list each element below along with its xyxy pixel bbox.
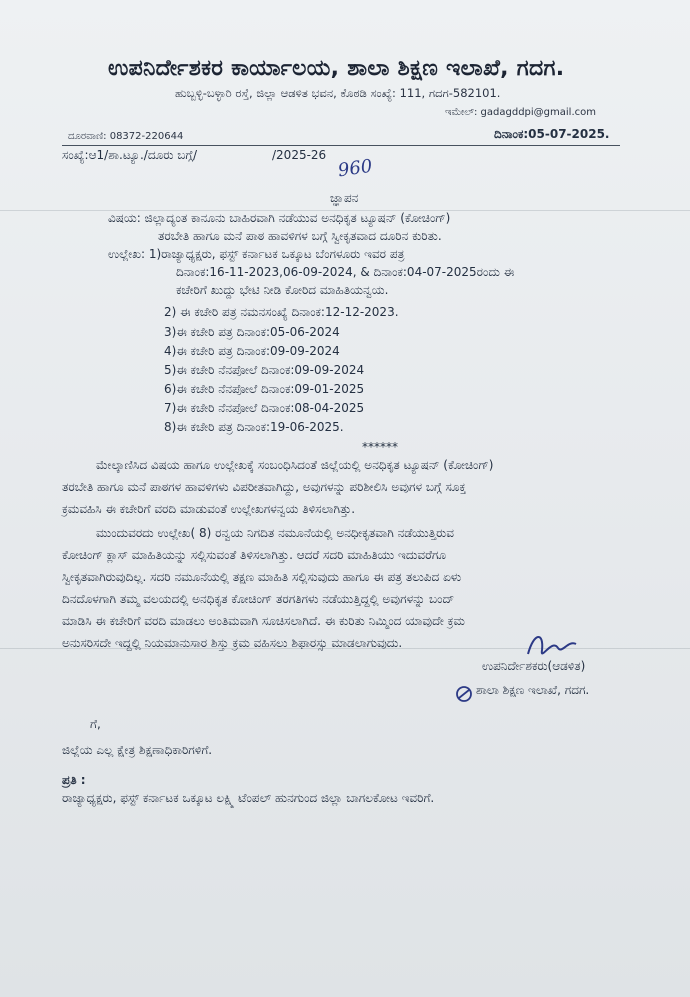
- to-label: ಗೆ,: [90, 717, 101, 731]
- copy-to: ರಾಜ್ಯಾಧ್ಯಕ್ಷರು, ಫಸ್ಟ್ ಕರ್ನಾಟಕ ಒಕ್ಕೂಟ ಲಕ್ಷ್ಮಿ ಟೆಂಪಲ್ ಹುನಗುಂದ ಜಿಲ್ಲಾ ಬಾಗಲಕೋಟ ಇವರಿಗೆ.: [62, 791, 435, 805]
- reference-line: ಉಲ್ಲೇಖ: 1)ರಾಜ್ಯಾಧ್ಯಕ್ಷರು, ಫಸ್ಟ್ ಕರ್ನಾಟಕ ಒಕ್ಕೂಟ ಬೆಂಗಳೂರು ಇವರ ಪತ್ರ: [108, 247, 405, 261]
- letterhead-title: ಉಪನಿರ್ದೇಶಕರ ಕಾರ್ಯಾಲಯ, ಶಾಲಾ ಶಿಕ್ಷಣ ಇಲಾಖೆ, ಗದಗ.: [108, 56, 565, 81]
- body-line: ಕೋಚಿಂಗ್ ಕ್ಲಾಸ್ ಮಾಹಿತಿಯನ್ನು ಸಲ್ಲಿಸುವಂತೆ ತಿಳಿಸಲಾಗಿತ್ತು. ಆದರೆ ಸದರಿ ಮಾಹಿತಿಯು ಇದುವರೆಗೂ: [62, 548, 447, 562]
- reference-item: 3)ಈ ಕಚೇರಿ ಪತ್ರ ದಿನಾಂಕ:05-06-2024: [164, 325, 340, 339]
- body-line: ಮಾಡಿಸಿ ಈ ಕಚೇರಿಗೆ ವರದಿ ಮಾಡಲು ಅಂತಿಮವಾಗಿ ಸೂಚಿಸಲಾಗಿದೆ. ಈ ಕುರಿತು ನಿಮ್ಮಿಂದ ಯಾವುದೇ ಕ್ರಮ: [62, 614, 465, 628]
- reference-item: 4)ಈ ಕಚೇರಿ ಪತ್ರ ದಿನಾಂಕ:09-09-2024: [164, 344, 340, 358]
- body-line: ಸ್ವೀಕೃತವಾಗಿರುವುದಿಲ್ಲ. ಸದರಿ ನಮೂನೆಯಲ್ಲಿ ತಕ್ಷಣ ಮಾಹಿತಿ ಸಲ್ಲಿಸುವುದು ಹಾಗೂ ಈ ಪತ್ರ ತಲುಪಿದ ಏಳು: [62, 570, 462, 584]
- letterhead-phone: ದೂರವಾಣಿ: 08372-220644: [68, 131, 184, 142]
- copy-label: ಪ್ರತಿ :: [62, 773, 86, 787]
- memo-label: ಜ್ಞಾಪನ: [330, 191, 359, 205]
- reference-item: 2) ಈ ಕಚೇರಿ ಪತ್ರ ನಮನಸಂಖ್ಯೆ ದಿನಾಂಕ:12-12-2023.: [164, 305, 399, 319]
- signatory-dept: ಶಾಲಾ ಶಿಕ್ಷಣ ಇಲಾಖೆ, ಗದಗ.: [476, 683, 590, 697]
- reference-item: 7)ಈ ಕಚೇರಿ ನೆನಪೋಲೆ ದಿನಾಂಕ:08-04-2025: [164, 401, 365, 415]
- separator: ******: [362, 440, 398, 454]
- body-line: ತರಬೇತಿ ಹಾಗೂ ಮನೆ ಪಾಠಗಳ ಹಾವಳಿಗಳು ವಿಪರೀತವಾಗಿದ್ದು, ಅವುಗಳನ್ನು ಪರಿಶೀಲಿಸಿ ಅವುಗಳ ಬಗ್ಗೆ ಸೂಕ್ತ: [62, 480, 466, 494]
- reference-item: 5)ಈ ಕಚೇರಿ ನೆನಪೋಲೆ ದಿನಾಂಕ:09-09-2024: [164, 363, 365, 377]
- reference-line: ದಿನಾಂಕ:16-11-2023,06-09-2024, & ದಿನಾಂಕ:04-07-2025ರಂದು ಈ: [176, 265, 515, 279]
- body-line: ಅನುಸರಿಸದೇ ಇದ್ದಲ್ಲಿ ನಿಯಮಾನುಸಾರ ಶಿಸ್ತು ಕ್ರಮ ವಹಿಸಲು ಶಿಫಾರಸ್ಸು ಮಾಡಲಾಗುವುದು.: [62, 636, 403, 650]
- body-line: ಮುಂದುವರದು ಉಲ್ಲೇಖ( 8) ರನ್ವಯ ನಿಗದಿತ ನಮೂನೆಯಲ್ಲಿ ಅನಧೀಕೃತವಾಗಿ ನಡೆಯುತ್ತಿರುವ: [96, 526, 454, 540]
- reference-item: 8)ಈ ಕಚೇರಿ ಪತ್ರ ದಿನಾಂಕ:19-06-2025.: [164, 420, 344, 434]
- body-line: ದಿನದೊಳಗಾಗಿ ತಮ್ಮ ವಲಯದಲ್ಲಿ ಅನಧಿಕೃತ ಕೋಚಿಂಗ್ ತರಗತಿಗಳು ನಡೆಯುತ್ತಿದ್ದಲ್ಲಿ ಅವುಗಳನ್ನು ಬಂದ್: [62, 592, 455, 606]
- letterhead-email: ಇಮೇಲ್: gadagddpi@gmail.com: [445, 107, 596, 118]
- subject-line: ತರಬೇತಿ ಹಾಗೂ ಮನೆ ಪಾಠ ಹಾವಳಿಗಳ ಬಗ್ಗೆ ಸ್ವೀಕೃತವಾದ ದೂರಿನ ಕುರಿತು.: [158, 229, 442, 243]
- letterhead-address: ಹುಬ್ಬಳ್ಳಿ-ಬಳ್ಳಾರಿ ರಸ್ತೆ, ಜಿಲ್ಲಾ ಆಡಳಿತ ಭವನ, ಕೊಠಡಿ ಸಂಖ್ಯೆ: 111, ಗದಗ-582101.: [175, 86, 501, 100]
- letter-date: ದಿನಾಂಕ:05-07-2025.: [494, 127, 610, 141]
- header-rule: [62, 145, 620, 146]
- reference-number: ಸಂಖ್ಯೆ:ಆ1/ಶಾ.ಟ್ಯೂ./ದೂರು ಬಗ್ಗೆ/: [62, 148, 198, 162]
- initial-mark: [454, 684, 474, 704]
- reference-item: 6)ಈ ಕಚೇರಿ ನೆನಪೋಲೆ ದಿನಾಂಕ:09-01-2025: [164, 382, 365, 396]
- handwritten-number: 960: [336, 155, 374, 182]
- body-line: ಕ್ರಮವಹಿಸಿ ಈ ಕಚೇರಿಗೆ ವರದಿ ಮಾಡುವಂತೆ ಉಲ್ಲೇಖಗಳನ್ವಯ ತಿಳಿಸಲಾಗಿತ್ತು.: [62, 502, 356, 516]
- recipients: ಜಿಲ್ಲೆಯ ಎಲ್ಲ ಕ್ಷೇತ್ರ ಶಿಕ್ಷಣಾಧಿಕಾರಿಗಳಿಗೆ.: [62, 743, 213, 757]
- reference-line: ಕಚೇರಿಗೆ ಖುದ್ದು ಭೇಟಿ ನೀಡಿ ಕೋರಿದ ಮಾಹಿತಿಯನ್ವಯ.: [176, 283, 389, 297]
- signatory-title: ಉಪನಿರ್ದೇಶಕರು(ಆಡಳಿತ): [482, 659, 586, 673]
- subject-line: ವಿಷಯ: ಜಿಲ್ಲಾದ್ಯಂತ ಕಾನೂನು ಬಾಹಿರವಾಗಿ ನಡೆಯುವ ಅನಧಿಕೃತ ಟ್ಯೂಷನ್ (ಕೋಚಿಂಗ್): [108, 211, 451, 225]
- reference-year: /2025-26: [272, 148, 327, 162]
- body-line: ಮೇಲ್ಕಾಣಿಸಿದ ವಿಷಯ ಹಾಗೂ ಉಲ್ಲೇಖಕ್ಕೆ ಸಂಬಂಧಿಸಿದಂತೆ ಜಿಲ್ಲೆಯಲ್ಲಿ ಅನಧಿಕೃತ ಟ್ಯೂಷನ್ (ಕೋಚಿಂಗ್): [96, 458, 494, 472]
